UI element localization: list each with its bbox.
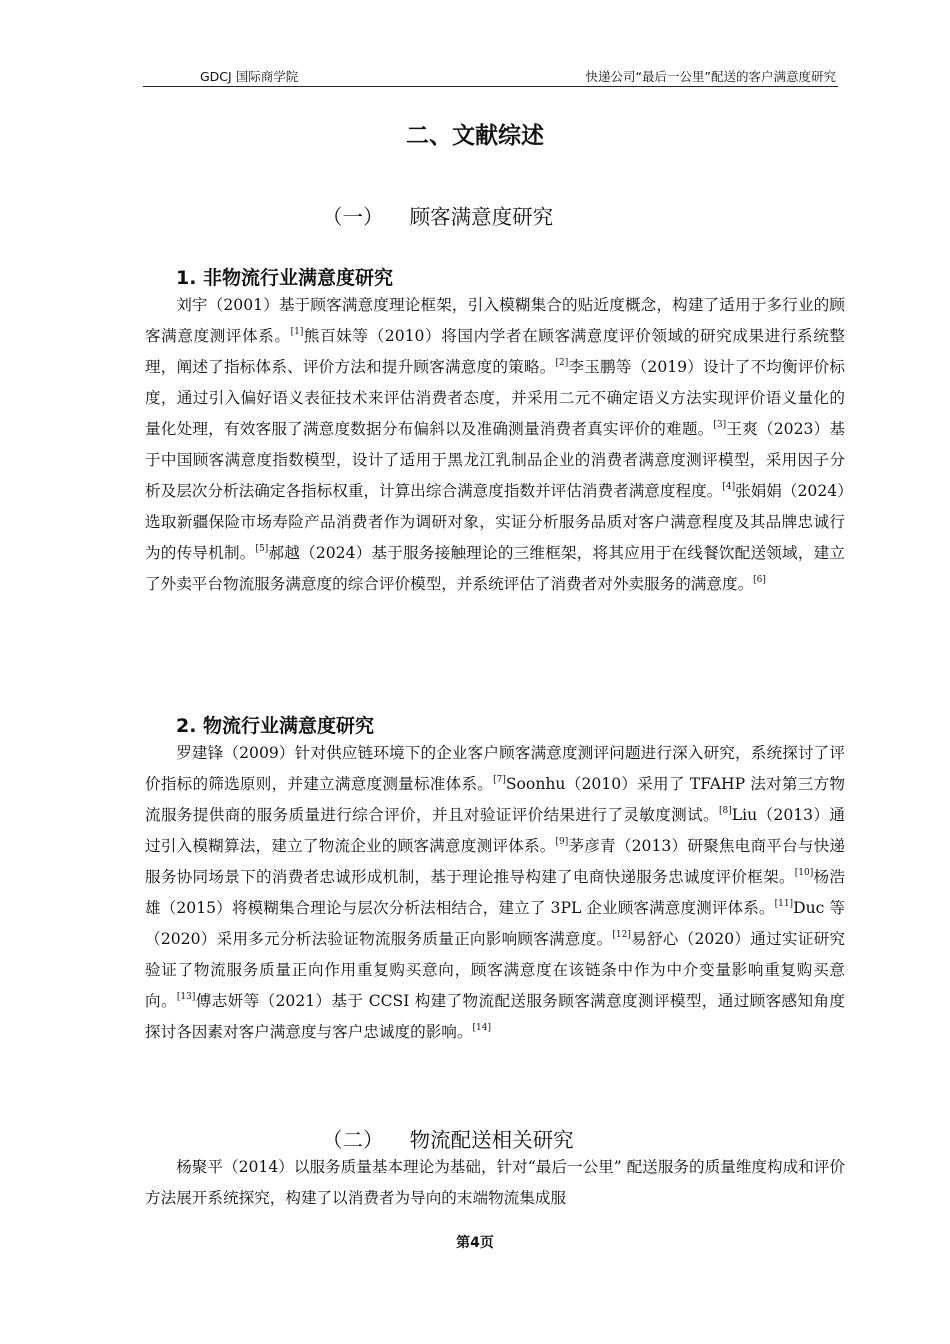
paragraph-text: 茅彦青（2013）研聚焦电商平台与快递服务协同场景下的消费者忠诚形成机制，基于理论推导构建了电商快递服务忠诚度评价框架。	[145, 837, 845, 886]
citation-marker: [12]	[612, 930, 631, 940]
citation-marker: [8]	[718, 806, 732, 816]
paragraph-text: 罗建锋（2009）针对供应链环境下的企业客户顾客满意度测评问题进行深入研究，系统探讨了评价指标的筛选原则，并建立满意度测量标准体系。	[145, 744, 845, 793]
header-thesis-title: 快递公司“最后一公里”配送的客户满意度研究	[585, 69, 836, 84]
paragraph-text: 杨聚平（2014）以服务质量基本理论为基础，针对“最后一公里” 配送服务的质量维度构成和评价方法展开系统探究，构建了以消费者为导向的末端物流集成服	[145, 1158, 845, 1207]
header-institution: GDCJ 国际商学院	[200, 69, 299, 84]
chapter-title: 二、文献综述	[406, 123, 544, 149]
citation-marker: [4]	[722, 482, 736, 492]
paragraph-text: 熊百妹等（2010）将国内学者在顾客满意度评价领域的研究成果进行系统整理，阐述了指标体系、评价方法和提升顾客满意度的策略。	[145, 327, 845, 376]
paragraph-text: Duc 等（2020）采用多元分析法验证物流服务质量正向影响顾客满意度。	[145, 899, 845, 948]
citation-marker: [1]	[290, 327, 304, 337]
paragraph-text: Soonhu（2010）采用了 TFAHP 法对第三方物流服务提供商的服务质量进行综合评价，并且对验证评价结果进行了灵敏度测试。	[145, 775, 845, 824]
paragraph-text: 张娟娟（2024）选取新疆保险市场寿险产品消费者作为调研对象，实证分析服务品质对客户满意程度及其品牌忠诚行为的传导机制。	[145, 482, 845, 562]
paragraph-non-logistics	[145, 290, 845, 600]
paragraph-text: 郝越（2024）基于服务接触理论的三维框架，将其应用于在线餐饮配送领域，建立了外卖平台物流服务满意度的综合评价模型，并系统评估了消费者对外卖服务的满意度。	[145, 544, 845, 593]
citation-marker: [13]	[176, 992, 196, 1002]
paragraph-text: 易舒心（2020）通过实证研究验证了物流服务质量正向作用重复购买意向，顾客满意度在该链条中作为中介变量影响重复购买意向。	[145, 930, 845, 1010]
paragraph-text: 杨浩雄（2015）将模糊集合理论与层次分析法相结合，建立了 3PL 企业顾客满意度测评体系。	[145, 868, 845, 917]
section-heading-customer-satisfaction: （一） 顾客满意度研究	[322, 205, 554, 229]
citation-marker: [5]	[255, 544, 269, 554]
paragraph-logistics	[145, 738, 845, 1048]
paragraph-text: 李玉鹏等（2019）设计了不均衡评价标度，通过引入偏好语义表征技术来评估消费者态度，并采用二元不确定语义方法实现评价语义量化的量化处理，有效客服了满意度数据分布偏斜以及准确测量消费者真实评价的难题。	[145, 358, 845, 438]
paragraph-text: 王爽（2023）基于中国顾客满意度指数模型，设计了适用于黑龙江乳制品企业的消费者满意度测评模型，采用因子分析及层次分析法确定各指标权重，计算出综合满意度指数并评估消费者满意度程度。	[145, 420, 845, 500]
page-header	[143, 66, 838, 87]
paragraph-text: Liu（2013）通过引入模糊算法，建立了物流企业的顾客满意度测评体系。	[145, 806, 845, 855]
citation-marker: [2]	[555, 358, 569, 368]
citation-marker: [6]	[753, 575, 766, 585]
subsection-heading-non-logistics: 1. 非物流行业满意度研究	[176, 267, 394, 289]
citation-marker: [14]	[472, 1023, 491, 1033]
page-number: 第4页	[456, 1235, 494, 1251]
paragraph-distribution	[145, 1152, 845, 1214]
paragraph-text: 傅志妍等（2021）基于 CCSI 构建了物流配送服务顾客满意度测评模型，通过顾客感知角度探讨各因素对客户满意度与客户忠诚度的影响。	[145, 992, 845, 1041]
subsection-heading-logistics: 2. 物流行业满意度研究	[176, 715, 375, 737]
citation-marker: [11]	[774, 899, 794, 909]
section-heading-logistics-distribution: （二） 物流配送相关研究	[322, 1128, 574, 1152]
citation-marker: [10]	[794, 868, 814, 878]
citation-marker: [3]	[713, 420, 727, 430]
citation-marker: [9]	[555, 837, 569, 847]
citation-marker: [7]	[493, 775, 506, 785]
paragraph-text: 刘宇（2001）基于顾客满意度理论框架，引入模糊集合的贴近度概念，构建了适用于多行业的顾客满意度测评体系。	[145, 296, 845, 345]
